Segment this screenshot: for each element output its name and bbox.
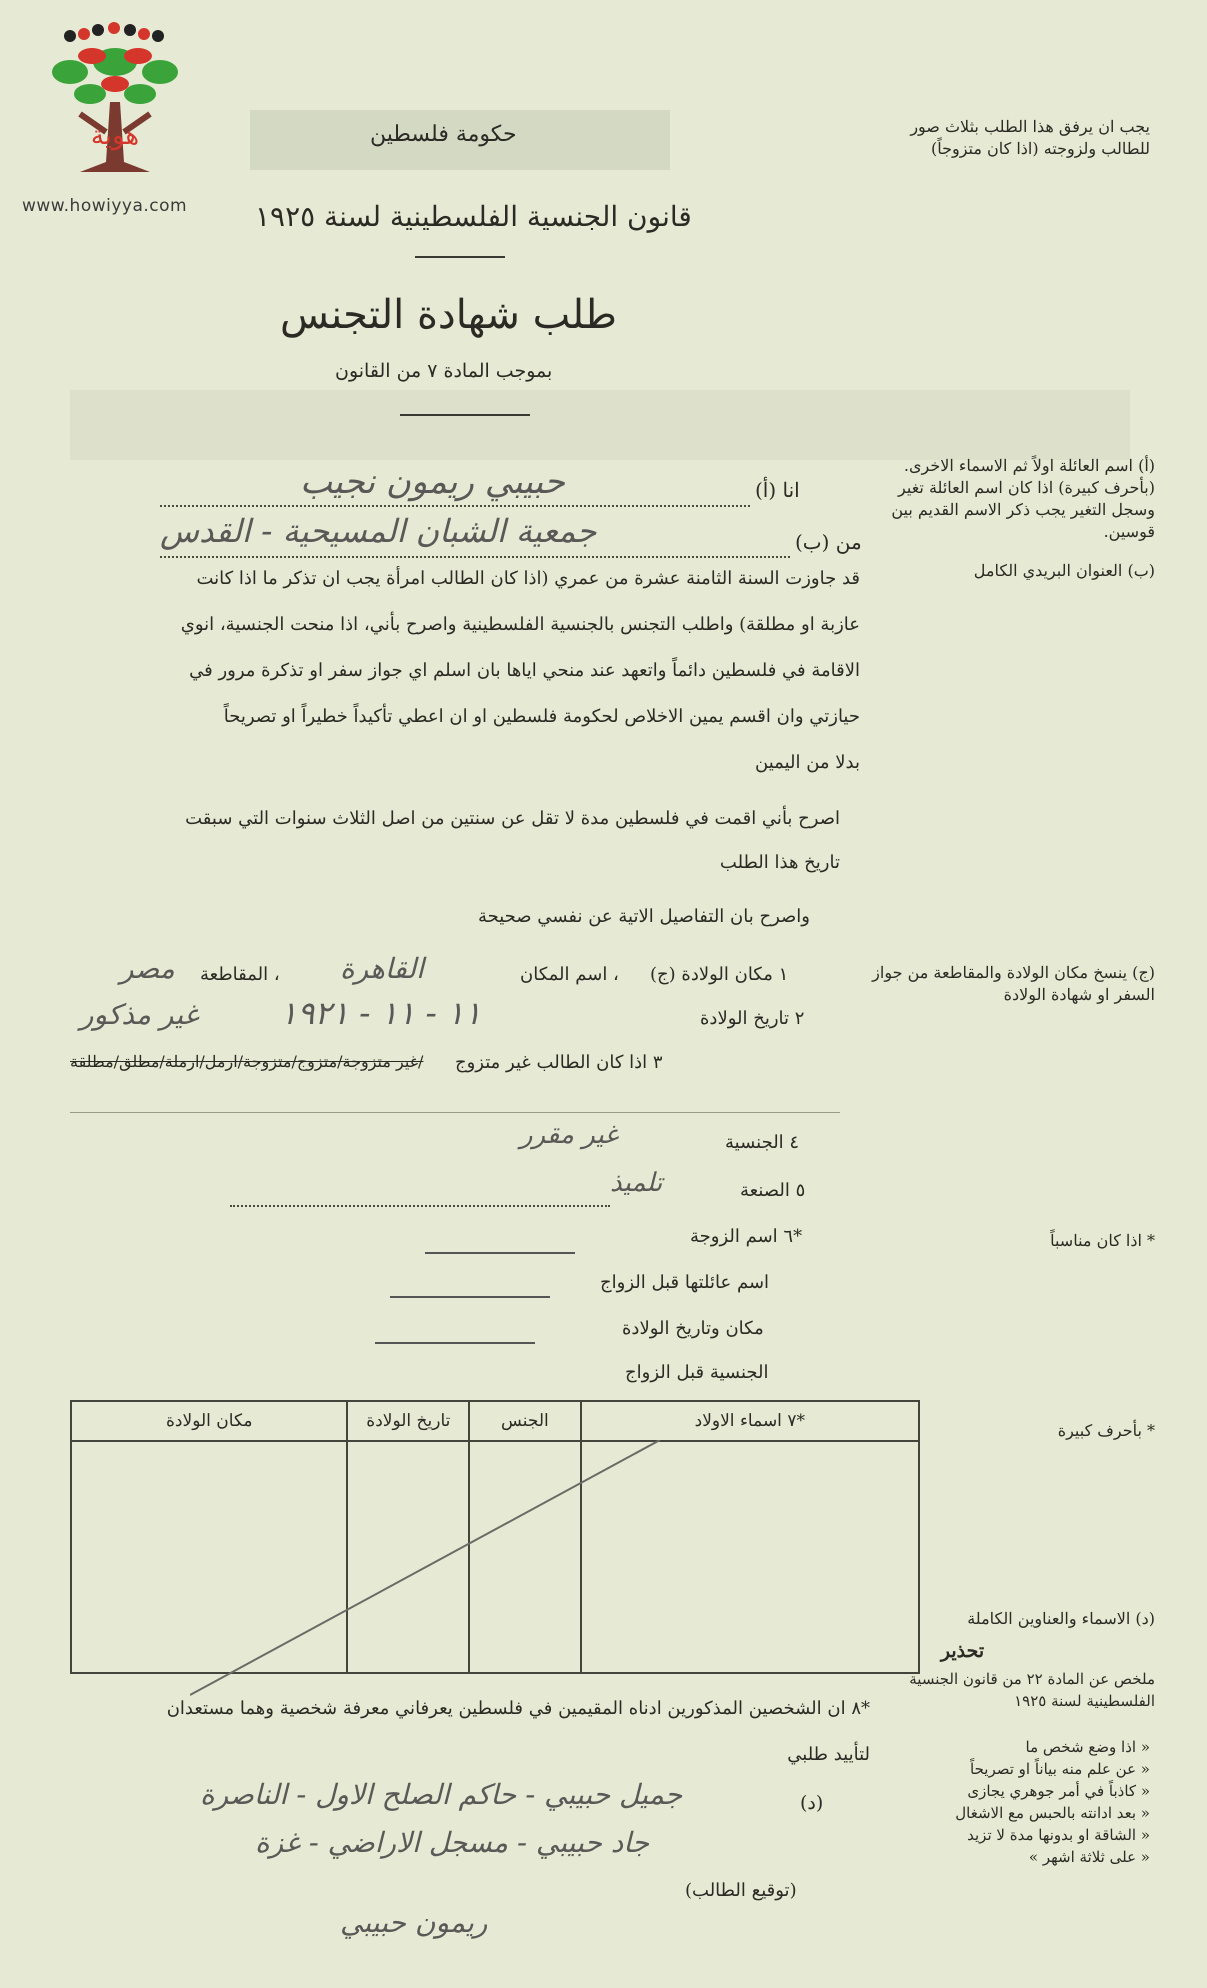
birthdate-value: ١١ - ١١ - ١٩٢١	[280, 994, 482, 1032]
witness-one: جميل حبيبي - حاكم الصلح الاول - الناصرة	[200, 1778, 683, 1811]
law-heading: قانون الجنسية الفلسطينية لسنة ١٩٢٥	[255, 200, 692, 233]
residence-line: اصرح بأني اقمت في فلسطين مدة لا تقل عن سنتين من اصل الثلاث سنوات التي سبقت	[185, 808, 840, 829]
signature-label: (توقيع الطالب)	[685, 1880, 797, 1901]
birthdate-note: غير مذكور	[80, 998, 199, 1031]
witness-two: جاد حبيبي - مسجل الاراضي - غزة	[255, 1826, 650, 1859]
warning-quote-line: « على ثلاثة اشهر »	[1028, 1848, 1150, 1866]
website-url: www.howiyya.com	[22, 196, 188, 216]
show-through	[70, 390, 1130, 460]
dotted-line	[230, 1205, 610, 1207]
note-a: (أ) اسم العائلة اولاً ثم الاسماء الاخرى. (بأحرف كبيرة) اذا كان اسم العائلة تغير وسجل التغير يجب ذكر الاسم القديم بين قوسين.	[891, 456, 1155, 541]
witness-text: *٨ ان الشخصين المذكورين ادناه المقيمين في فلسطين يعرفاني معرفة شخصية وهما مستعدان	[166, 1698, 870, 1719]
district-value: مصر	[120, 952, 175, 985]
witness-label: (د)	[800, 1792, 824, 1814]
birthplace-value: القاهرة	[340, 952, 424, 985]
divider	[400, 414, 530, 416]
declaration-line: حيازتي وان اقسم يمين الاخلاص لحكومة فلسطين او ان اعطي تأكيداً خطيراً او تصريحاً	[223, 706, 860, 727]
form-subtitle: بموجب المادة ٧ من القانون	[335, 360, 553, 382]
warning-title: تحذير	[940, 1640, 985, 1662]
dotted-line	[160, 556, 790, 558]
declaration-line: بدلا من اليمين	[755, 752, 860, 773]
warning-quote-line: « عن علم منه بياناً او تصريحاً	[970, 1760, 1150, 1778]
col-birthdate: تاريخ الولادة	[347, 1401, 469, 1441]
warning-quote-line: « الشاقة او بدونها مدة لا تزيد	[967, 1826, 1150, 1844]
district-label: ، المقاطعة	[200, 964, 280, 985]
applicant-name: حبيبي ريمون نجيب	[300, 462, 565, 502]
address-label: من (ب)	[795, 530, 862, 554]
col-children-names: *٧ اسماء الاولاد	[581, 1401, 919, 1441]
government-heading: حكومة فلسطين	[370, 122, 517, 147]
howiyya-logo	[40, 22, 190, 182]
wife-maiden-label: اسم عائلتها قبل الزواج	[600, 1272, 770, 1293]
note-star1: * اذا كان مناسباً	[1050, 1231, 1155, 1250]
warning-quote-line: « بعد ادانته بالحبس مع الاشغال	[955, 1804, 1150, 1822]
note-c: (ج) ينسخ مكان الولادة والمقاطعة من جواز السفر او شهادة الولادة	[872, 963, 1155, 1004]
col-gender: الجنس	[469, 1401, 580, 1441]
table-header-row	[71, 1401, 919, 1441]
wife-nationality-label: الجنسية قبل الزواج	[625, 1362, 769, 1383]
details-intro: واصرح بان التفاصيل الاتية عن نفسي صحيحة	[477, 906, 810, 927]
warning-quote-line: « اذا وضع شخص ما	[1025, 1738, 1150, 1756]
witness-text: لتأييد طلبي	[787, 1744, 870, 1765]
nationality-value: غير مقرر	[520, 1120, 619, 1150]
birthdate-label: ٢ تاريخ الولادة	[700, 1008, 805, 1029]
declaration-line: قد جاوزت السنة الثامنة عشرة من عمري (اذا كان الطالب امرأة يجب ان تذكر ما اذا كانت	[196, 568, 860, 589]
divider	[70, 1112, 840, 1113]
note-star2: * بأحرف كبيرة	[1057, 1421, 1155, 1440]
col-birthplace: مكان الولادة	[71, 1401, 347, 1441]
place-name-label: ، اسم المكان	[520, 964, 619, 985]
note-b: (ب) العنوان البريدي الكامل	[973, 561, 1155, 580]
birthplace-label: ١ مكان الولادة (ج)	[650, 964, 789, 985]
note-d: (د) الاسماء والعناوين الكاملة	[967, 1609, 1155, 1628]
applicant-label: انا (أ)	[755, 478, 800, 502]
cancel-stroke	[190, 1440, 670, 1700]
nationality-label: ٤ الجنسية	[725, 1132, 800, 1153]
declaration-line: عازبة او مطلقة) واطلب التجنس بالجنسية الفلسطينية واصرح بأني، اذا منحت الجنسية، انوي	[180, 614, 860, 635]
marital-options: /غير متزوجة/متزوج/متزوجة/ارمل/ارملة/مطلق/مطلقة	[70, 1052, 424, 1071]
declaration-line: الاقامة في فلسطين دائماً واتعهد عند منحي اياها بان اسلم اي جواز سفر او تذكرة مرور في	[189, 660, 860, 681]
blank-line	[375, 1342, 535, 1344]
wife-name-label: *٦ اسم الزوجة	[690, 1226, 803, 1247]
profession-label: ٥ الصنعة	[740, 1180, 806, 1201]
wife-birth-label: مكان وتاريخ الولادة	[622, 1318, 764, 1339]
marital-label: ٣ اذا كان الطالب غير متزوج	[455, 1052, 663, 1073]
form-title: طلب شهادة التجنس	[280, 292, 617, 338]
warning-body: ملخص عن المادة ٢٢ من قانون الجنسية الفلسطينية لسنة ١٩٢٥	[909, 1670, 1155, 1710]
applicant-signature: ريمون حبيبي	[340, 1906, 488, 1939]
profession-value: تلميذ	[610, 1168, 663, 1198]
applicant-address: جمعية الشبان المسيحية - القدس	[160, 512, 597, 550]
residence-line: تاريخ هذا الطلب	[719, 852, 840, 873]
dotted-line	[160, 505, 750, 507]
divider	[415, 256, 505, 258]
photos-note: يجب ان يرفق هذا الطلب بثلاث صور للطالب ولزوجته (اذا كان متزوجاً)	[910, 117, 1150, 158]
blank-line	[390, 1296, 550, 1298]
logo-text: هوية	[90, 121, 140, 151]
warning-quote-line: « كاذباً في أمر جوهري يجازى	[967, 1782, 1150, 1800]
blank-line	[425, 1252, 575, 1254]
